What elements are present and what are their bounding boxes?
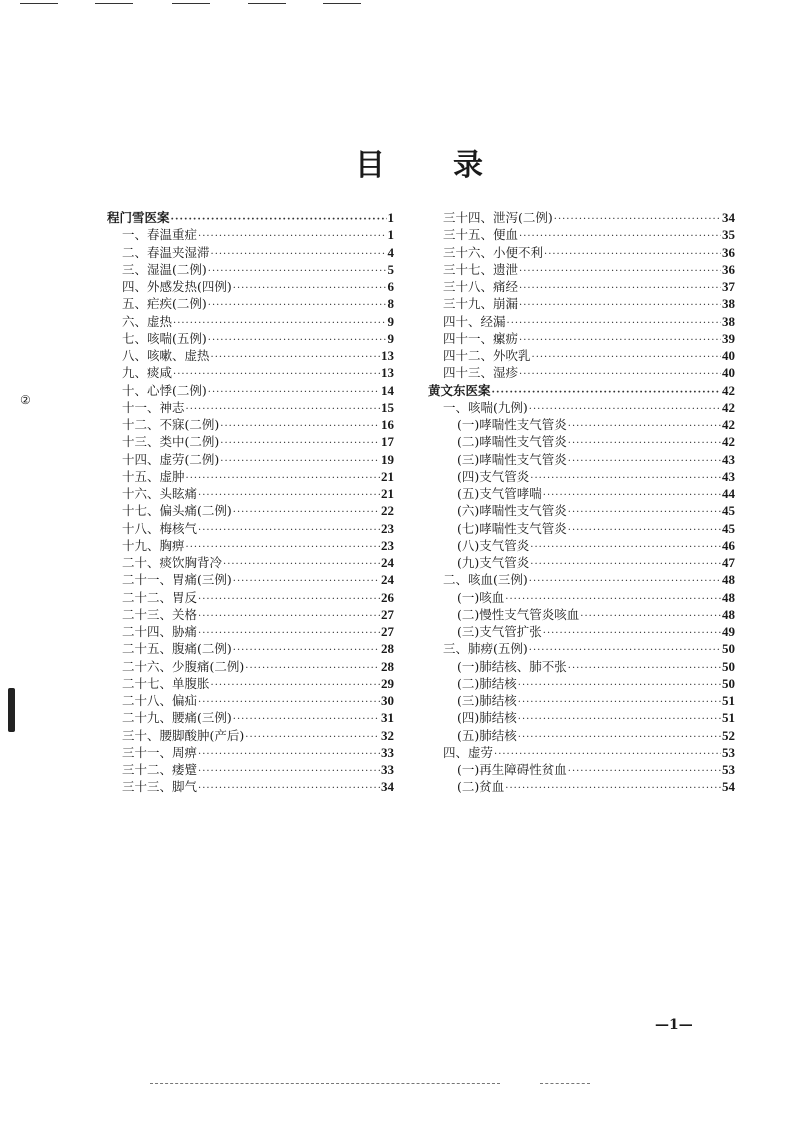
toc-entry	[107, 537, 394, 554]
dot-leader	[171, 211, 387, 228]
dot-leader	[568, 418, 721, 435]
toc-entry-label: (二)哮喘性支气管炎	[457, 434, 567, 450]
toc-entry-page: 38	[722, 296, 735, 312]
toc-entry-label: (九)支气管炎	[457, 555, 530, 570]
toc-entry-label: 二十九、腰痛(三例)	[122, 710, 232, 726]
dot-leader	[211, 246, 387, 263]
toc-entry-page: 37	[722, 279, 735, 294]
toc-entry	[107, 330, 394, 347]
toc-entry	[107, 485, 394, 502]
dot-leader	[198, 608, 380, 625]
dot-leader	[211, 677, 380, 694]
toc-entry	[107, 606, 394, 623]
dot-leader	[529, 573, 721, 590]
toc-entry-page: 28	[381, 641, 394, 657]
toc-entry	[107, 278, 394, 295]
toc-entry-label: 四十二、外吹乳	[443, 348, 531, 363]
page-title-char: 目	[355, 148, 385, 183]
toc-entry	[107, 364, 394, 381]
toc-section-heading	[107, 209, 394, 226]
toc-entry	[107, 451, 394, 468]
dot-leader	[543, 487, 721, 504]
top-rule	[95, 3, 133, 4]
dot-leader	[233, 642, 380, 659]
toc-entry	[107, 468, 394, 485]
dot-leader	[519, 297, 721, 314]
toc-entry	[428, 537, 735, 554]
toc-entry-page: 22	[381, 503, 394, 519]
dot-leader	[198, 746, 380, 763]
toc-entry-label: (一)哮喘性支气管炎	[457, 417, 567, 432]
toc-entry-page: 13	[381, 348, 394, 363]
toc-entry-label: 四、外感发热(四例)	[122, 279, 232, 294]
toc-entry-label: 二十六、少腹痛(二例)	[122, 658, 245, 674]
toc-entry-label: 十八、梅核气	[122, 520, 198, 536]
toc-entry	[107, 244, 394, 261]
toc-entry-page: 48	[722, 589, 735, 605]
dot-leader	[519, 366, 721, 383]
toc-entry-page: 19	[381, 451, 394, 467]
toc-entry-page: 34	[381, 779, 394, 795]
toc-entry	[428, 278, 735, 295]
dot-leader	[519, 263, 721, 280]
dot-leader	[198, 780, 380, 797]
dot-leader	[530, 470, 721, 487]
dot-leader	[233, 280, 387, 297]
toc-entry-label: (一)再生障碍性贫血	[457, 762, 567, 777]
toc-entry-label: 二、咳血(三例)	[443, 572, 528, 588]
toc-entry	[107, 761, 394, 778]
toc-entry-page: 31	[381, 710, 394, 726]
toc-entry	[428, 623, 735, 640]
toc-entry	[428, 364, 735, 381]
toc-entry-label: 六、虚热	[122, 313, 173, 329]
toc-entry	[107, 709, 394, 726]
margin-mark: ②	[20, 393, 31, 407]
toc-entry-page: 47	[722, 555, 735, 570]
toc-entry-label: (二)贫血	[457, 779, 505, 795]
toc-entry	[428, 451, 735, 468]
toc-entry	[428, 761, 735, 778]
toc-entry	[428, 709, 735, 726]
dot-leader	[544, 246, 721, 263]
toc-entry	[428, 468, 735, 485]
toc-entry-label: (三)肺结核	[457, 693, 517, 708]
toc-entry	[107, 295, 394, 312]
dot-leader	[518, 694, 721, 711]
toc-entry	[107, 675, 394, 692]
dot-leader	[505, 780, 721, 797]
toc-entry-page: 42	[722, 417, 735, 432]
dot-leader	[580, 608, 721, 625]
toc-entry-label: 三十九、崩漏	[443, 296, 519, 312]
dot-leader	[186, 470, 380, 487]
dot-leader	[208, 384, 380, 401]
toc-entry-label: 十四、虚劳(二例)	[122, 451, 220, 467]
toc-entry-label: 二、春温夹湿滞	[122, 244, 210, 260]
toc-entry-label: 五、疟疾(二例)	[122, 296, 207, 312]
toc-entry	[428, 416, 735, 433]
dot-leader	[233, 504, 380, 521]
dot-leader	[220, 418, 380, 435]
toc-entry-page: 50	[722, 675, 735, 691]
dot-leader	[530, 556, 721, 573]
toc-entry	[107, 347, 394, 364]
toc-entry-page: 23	[381, 537, 394, 553]
toc-entry-page: 8	[387, 296, 394, 312]
toc-entry-label: 十五、虚肿	[122, 468, 185, 484]
toc-entry	[428, 502, 735, 519]
toc-entry-page: 14	[381, 382, 394, 398]
toc-entry-label: 三、湿温(二例)	[122, 261, 207, 277]
toc-entry-label: 四、虚劳	[443, 744, 494, 760]
dot-leader	[518, 711, 721, 728]
toc-entry-label: 三十六、小便不利	[443, 244, 544, 260]
dot-leader	[198, 763, 380, 780]
toc-entry	[107, 744, 394, 761]
toc-entry-page: 36	[722, 261, 735, 277]
toc-entry-label: 九、痰咸	[122, 365, 173, 381]
toc-entry-page: 42	[722, 399, 735, 415]
toc-entry-page: 4	[387, 244, 394, 260]
toc-entry-page: 5	[387, 261, 394, 277]
dot-leader	[519, 332, 721, 349]
toc-entry-page: 48	[722, 572, 735, 588]
toc-entry-page: 6	[387, 279, 394, 294]
toc-entry-label: 二十四、胁痛	[122, 624, 198, 639]
toc-entry	[107, 226, 394, 243]
toc-entry-label: 三十八、痛经	[443, 279, 519, 294]
toc-entry-label: 三十五、便血	[443, 227, 519, 243]
toc-entry-page: 17	[381, 434, 394, 450]
toc-entry	[107, 261, 394, 278]
toc-entry-label: 黄文东医案	[428, 382, 491, 398]
toc-entry	[428, 658, 735, 675]
page-number: —1—	[655, 1017, 693, 1033]
toc-entry-page: 45	[722, 520, 735, 536]
toc-entry-page: 1	[387, 227, 394, 243]
toc-entry-page: 27	[381, 624, 394, 639]
dot-leader	[233, 573, 380, 590]
toc-entry-page: 44	[722, 486, 735, 501]
toc-entry-page: 21	[381, 468, 394, 484]
toc-entry-label: 程门雪医案	[107, 210, 170, 225]
toc-entry	[107, 658, 394, 675]
dot-leader	[519, 228, 721, 245]
toc-section-heading	[428, 382, 735, 399]
dot-leader	[518, 729, 721, 746]
toc-entry-page: 46	[722, 537, 735, 553]
toc-entry-label: (二)肺结核	[457, 675, 517, 691]
toc-entry	[107, 640, 394, 657]
dot-leader	[519, 280, 721, 297]
toc-entry-page: 50	[722, 658, 735, 674]
toc-entry-page: 1	[387, 210, 394, 225]
toc-entry-label: (五)支气管哮喘	[457, 486, 542, 501]
toc-entry	[107, 589, 394, 606]
toc-entry	[107, 778, 394, 795]
dot-leader	[568, 504, 721, 521]
toc-entry-label: 二十二、胃反	[122, 589, 198, 605]
toc-entry	[107, 433, 394, 450]
toc-entry-label: 十三、类中(二例)	[122, 434, 220, 450]
toc-entry-page: 23	[381, 520, 394, 536]
toc-entry-page: 16	[381, 417, 394, 432]
toc-entry-page: 43	[722, 451, 735, 467]
toc-entry-page: 9	[387, 330, 394, 346]
toc-entry-page: 27	[381, 606, 394, 622]
toc-entry-label: 十六、头眩痛	[122, 486, 198, 501]
dot-leader	[208, 263, 387, 280]
toc-entry-page: 54	[722, 779, 735, 795]
toc-entry	[107, 382, 394, 399]
toc-right-column	[428, 209, 735, 796]
toc-entry-label: 三十一、周痹	[122, 744, 198, 760]
toc-entry-page: 33	[381, 744, 394, 760]
top-rule	[172, 3, 210, 4]
toc-entry	[428, 433, 735, 450]
dot-leader	[568, 522, 721, 539]
toc-entry-page: 30	[381, 693, 394, 708]
dot-leader	[198, 522, 380, 539]
page-title-char: 录	[453, 148, 483, 183]
toc-entry-page: 28	[381, 658, 394, 674]
bottom-rule	[540, 1083, 590, 1085]
toc-entry-label: (一)咳血	[457, 589, 505, 605]
toc-entry-label: 四十三、湿疹	[443, 365, 519, 381]
toc-entry-page: 49	[722, 624, 735, 639]
toc-entry	[107, 313, 394, 330]
toc-entry-label: 三十三、脚气	[122, 779, 198, 795]
toc-entry-label: 三十二、痿躄	[122, 762, 198, 777]
dot-leader	[208, 297, 387, 314]
toc-entry-page: 35	[722, 227, 735, 243]
toc-entry	[428, 313, 735, 330]
toc-entry	[428, 244, 735, 261]
toc-entry	[428, 640, 735, 657]
toc-entry-label: 三十七、遗泄	[443, 261, 519, 277]
toc-entry	[428, 209, 735, 226]
toc-entry	[428, 675, 735, 692]
toc-entry-label: 二十三、关格	[122, 606, 198, 622]
toc-entry-label: 二十五、腹痛(二例)	[122, 641, 232, 657]
toc-entry-label: (一)肺结核、肺不张	[457, 658, 567, 674]
toc-entry-page: 53	[722, 762, 735, 777]
toc-entry-page: 13	[381, 365, 394, 381]
toc-entry-page: 40	[722, 348, 735, 363]
toc-entry-page: 24	[381, 572, 394, 588]
dot-leader	[518, 677, 721, 694]
dot-leader	[568, 453, 721, 470]
dot-leader	[245, 660, 380, 677]
toc-entry-page: 15	[381, 399, 394, 415]
toc-entry	[428, 330, 735, 347]
toc-entry-page: 40	[722, 365, 735, 381]
toc-entry	[428, 692, 735, 709]
toc-entry	[107, 623, 394, 640]
toc-entry-label: (四)肺结核	[457, 710, 517, 726]
toc-entry	[428, 485, 735, 502]
toc-entry	[107, 692, 394, 709]
toc-entry	[107, 554, 394, 571]
toc-entry-label: 十九、胸痹	[122, 537, 185, 553]
dot-leader	[220, 435, 380, 452]
toc-entry-label: 十、心悸(二例)	[122, 382, 207, 398]
dot-leader	[198, 591, 380, 608]
toc-entry-page: 21	[381, 486, 394, 501]
toc-entry	[428, 226, 735, 243]
toc-entry-label: 一、春温重症	[122, 227, 198, 243]
toc-entry-label: (三)支气管扩张	[457, 624, 542, 639]
toc-entry-page: 50	[722, 641, 735, 657]
toc-entry	[428, 261, 735, 278]
dot-leader	[568, 660, 721, 677]
toc-entry	[428, 589, 735, 606]
toc-entry-label: 三十四、泄泻(二例)	[443, 210, 553, 225]
toc-entry-label: 四十、经漏	[443, 313, 506, 329]
toc-entry-label: 四十一、瘰疬	[443, 330, 519, 346]
toc-entry	[428, 347, 735, 364]
toc-entry	[107, 520, 394, 537]
toc-entry-page: 32	[381, 727, 394, 743]
toc-entry-page: 51	[722, 693, 735, 708]
toc-left-column	[107, 209, 394, 796]
toc-entry	[428, 520, 735, 537]
dot-leader	[507, 315, 721, 332]
toc-entry	[107, 399, 394, 416]
toc-entry-page: 48	[722, 606, 735, 622]
dot-leader	[220, 453, 380, 470]
toc-entry-label: 一、咳喘(九例)	[443, 399, 528, 415]
toc-entry-page: 52	[722, 727, 735, 743]
toc-entry	[107, 416, 394, 433]
toc-entry-page: 38	[722, 313, 735, 329]
dot-leader	[198, 228, 386, 245]
toc-entry	[428, 778, 735, 795]
toc-entry	[107, 502, 394, 519]
toc-entry-page: 34	[722, 210, 735, 225]
toc-entry-label: (八)支气管炎	[457, 537, 530, 553]
toc-entry-label: (七)哮喘性支气管炎	[457, 520, 567, 536]
toc-entry-page: 39	[722, 330, 735, 346]
toc-entry-label: 八、咳嗽、虚热	[122, 348, 210, 363]
toc-entry-label: 十七、偏头痛(二例)	[122, 503, 232, 519]
toc-entry-label: 二十、痰饮胸背冷	[122, 555, 223, 570]
toc-entry-page: 53	[722, 744, 735, 760]
dot-leader	[223, 556, 380, 573]
dot-leader	[245, 729, 380, 746]
toc-entry-page: 43	[722, 468, 735, 484]
toc-entry	[428, 399, 735, 416]
bottom-rule	[150, 1083, 500, 1085]
toc-entry-label: 十一、神志	[122, 399, 185, 415]
dot-leader	[211, 349, 380, 366]
toc-entry-label: (六)哮喘性支气管炎	[457, 503, 567, 519]
top-rule	[323, 3, 361, 4]
toc-entry	[428, 571, 735, 588]
dot-leader	[568, 435, 721, 452]
dot-leader	[530, 539, 721, 556]
toc-entry-page: 51	[722, 710, 735, 726]
toc-entry-label: 三十、腰脚酸肿(产后)	[122, 727, 245, 743]
toc-entry-label: 二十八、偏疝	[122, 693, 198, 708]
toc-entry-page: 9	[387, 313, 394, 329]
toc-entry-label: (二)慢性支气管炎咳血	[457, 606, 580, 622]
toc-entry-page: 26	[381, 589, 394, 605]
toc-entry	[428, 606, 735, 623]
toc-entry-label: 二十一、胃痛(三例)	[122, 572, 232, 588]
toc-entry-page: 42	[722, 434, 735, 450]
toc-entry	[107, 571, 394, 588]
toc-entry-page: 24	[381, 555, 394, 570]
toc-entry	[428, 295, 735, 312]
top-rule	[20, 3, 58, 4]
dot-leader	[568, 763, 721, 780]
dot-leader	[554, 211, 721, 228]
toc-entry	[107, 727, 394, 744]
toc-entry-label: 二十七、单腹胀	[122, 675, 210, 691]
dot-leader	[208, 332, 387, 349]
toc-entry-label: 三、肺痨(五例)	[443, 641, 528, 657]
toc-entry-page: 45	[722, 503, 735, 519]
toc-entry-page: 29	[381, 675, 394, 691]
toc-entry-page: 42	[722, 382, 735, 398]
toc-entry	[428, 727, 735, 744]
dot-leader	[233, 711, 380, 728]
top-rule	[248, 3, 286, 4]
toc-entry-label: 七、咳喘(五例)	[122, 330, 207, 346]
toc-entry-page: 33	[381, 762, 394, 777]
toc-entry-label: (五)肺结核	[457, 727, 517, 743]
toc-entry	[428, 554, 735, 571]
dot-leader	[532, 349, 721, 366]
dot-leader	[543, 625, 721, 642]
ink-blot	[8, 688, 15, 732]
toc-entry-page: 36	[722, 244, 735, 260]
toc-entry-label: 十二、不寐(二例)	[122, 417, 220, 432]
toc-entry	[428, 744, 735, 761]
toc-entry-label: (四)支气管炎	[457, 468, 530, 484]
toc-entry-label: (三)哮喘性支气管炎	[457, 451, 567, 467]
